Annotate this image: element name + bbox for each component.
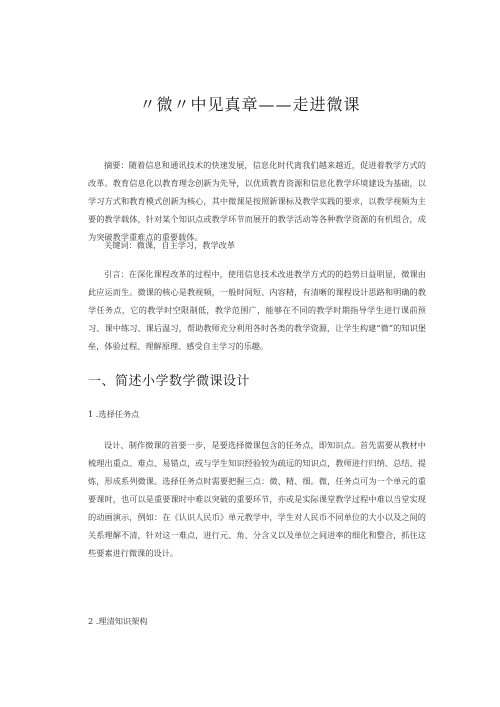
subsection-heading: 1 .选择任务点 xyxy=(88,409,140,419)
document-title: 〃微〃中见真章——走进微课 xyxy=(139,95,361,114)
abstract-paragraph: 摘要：随着信息和通讯技术的快速发展，信息化时代离我们越来越近，促进着教学方式的改革。教育信息化以教育理念创新为先导，以优质教育资源和信息化教学环境建设为基础，以学习方式和教育模式创新为核心，其中微课是按照新课标及教学实践的要求，以教学视频为主要的教学载体，针对某个知识点或教学环节而展开的教学活动等各种教学资源的有机组合，成为突破教学重难点的重要载体。 xyxy=(88,160,426,242)
section-heading: 一、简述小学数学微课设计 xyxy=(88,374,251,389)
keywords-line: 关键词：微课，自主学习，教学改革 xyxy=(104,240,236,250)
body-paragraph: 设计、制作微课的首要一步，是要选择微课包含的任务点，即知识点。首先需要从教材中梳理出重点、难点、易错点，或与学生知识经验较为疏远的知识点，教师进行归纳、总结、提炼，形成系列微课。选择任务点时需要把握三点：微、精、细。微，任务点可为一个单元的重要课时，也可以是重要课时中难以突破的重要环节，亦或是实际课堂教学过程中难以当堂实现的动画演示，例如：在《认识人民币》单元教学中，学生对人民币不同单位的大小以及之间的关系理解不清，针对这一难点，进行元、角、分含义以及单位之间进率的细化和整合，抓住这些要素进行微课的设计。 xyxy=(88,440,426,558)
subsection-heading: 2 .理清知识架构 xyxy=(88,616,148,626)
introduction-paragraph: 引言：在深化课程改革的过程中，使用信息技术改进教学方式的的趋势日益明显，微课由此应运而生。微课的核心是教视频，一般时间短、内容精，有清晰的课程设计思路和明确的教学任务点，它的教学时空限制低，教学范围广，能够在不同的教学时期指导学生进行课前预习、课中练习、课后温习，帮助教师充分利用各时各类的教学资源，让学生构建“微”的知识堡垒，体验过程、理解原理、感受自主学习的乐趣。 xyxy=(88,269,426,351)
